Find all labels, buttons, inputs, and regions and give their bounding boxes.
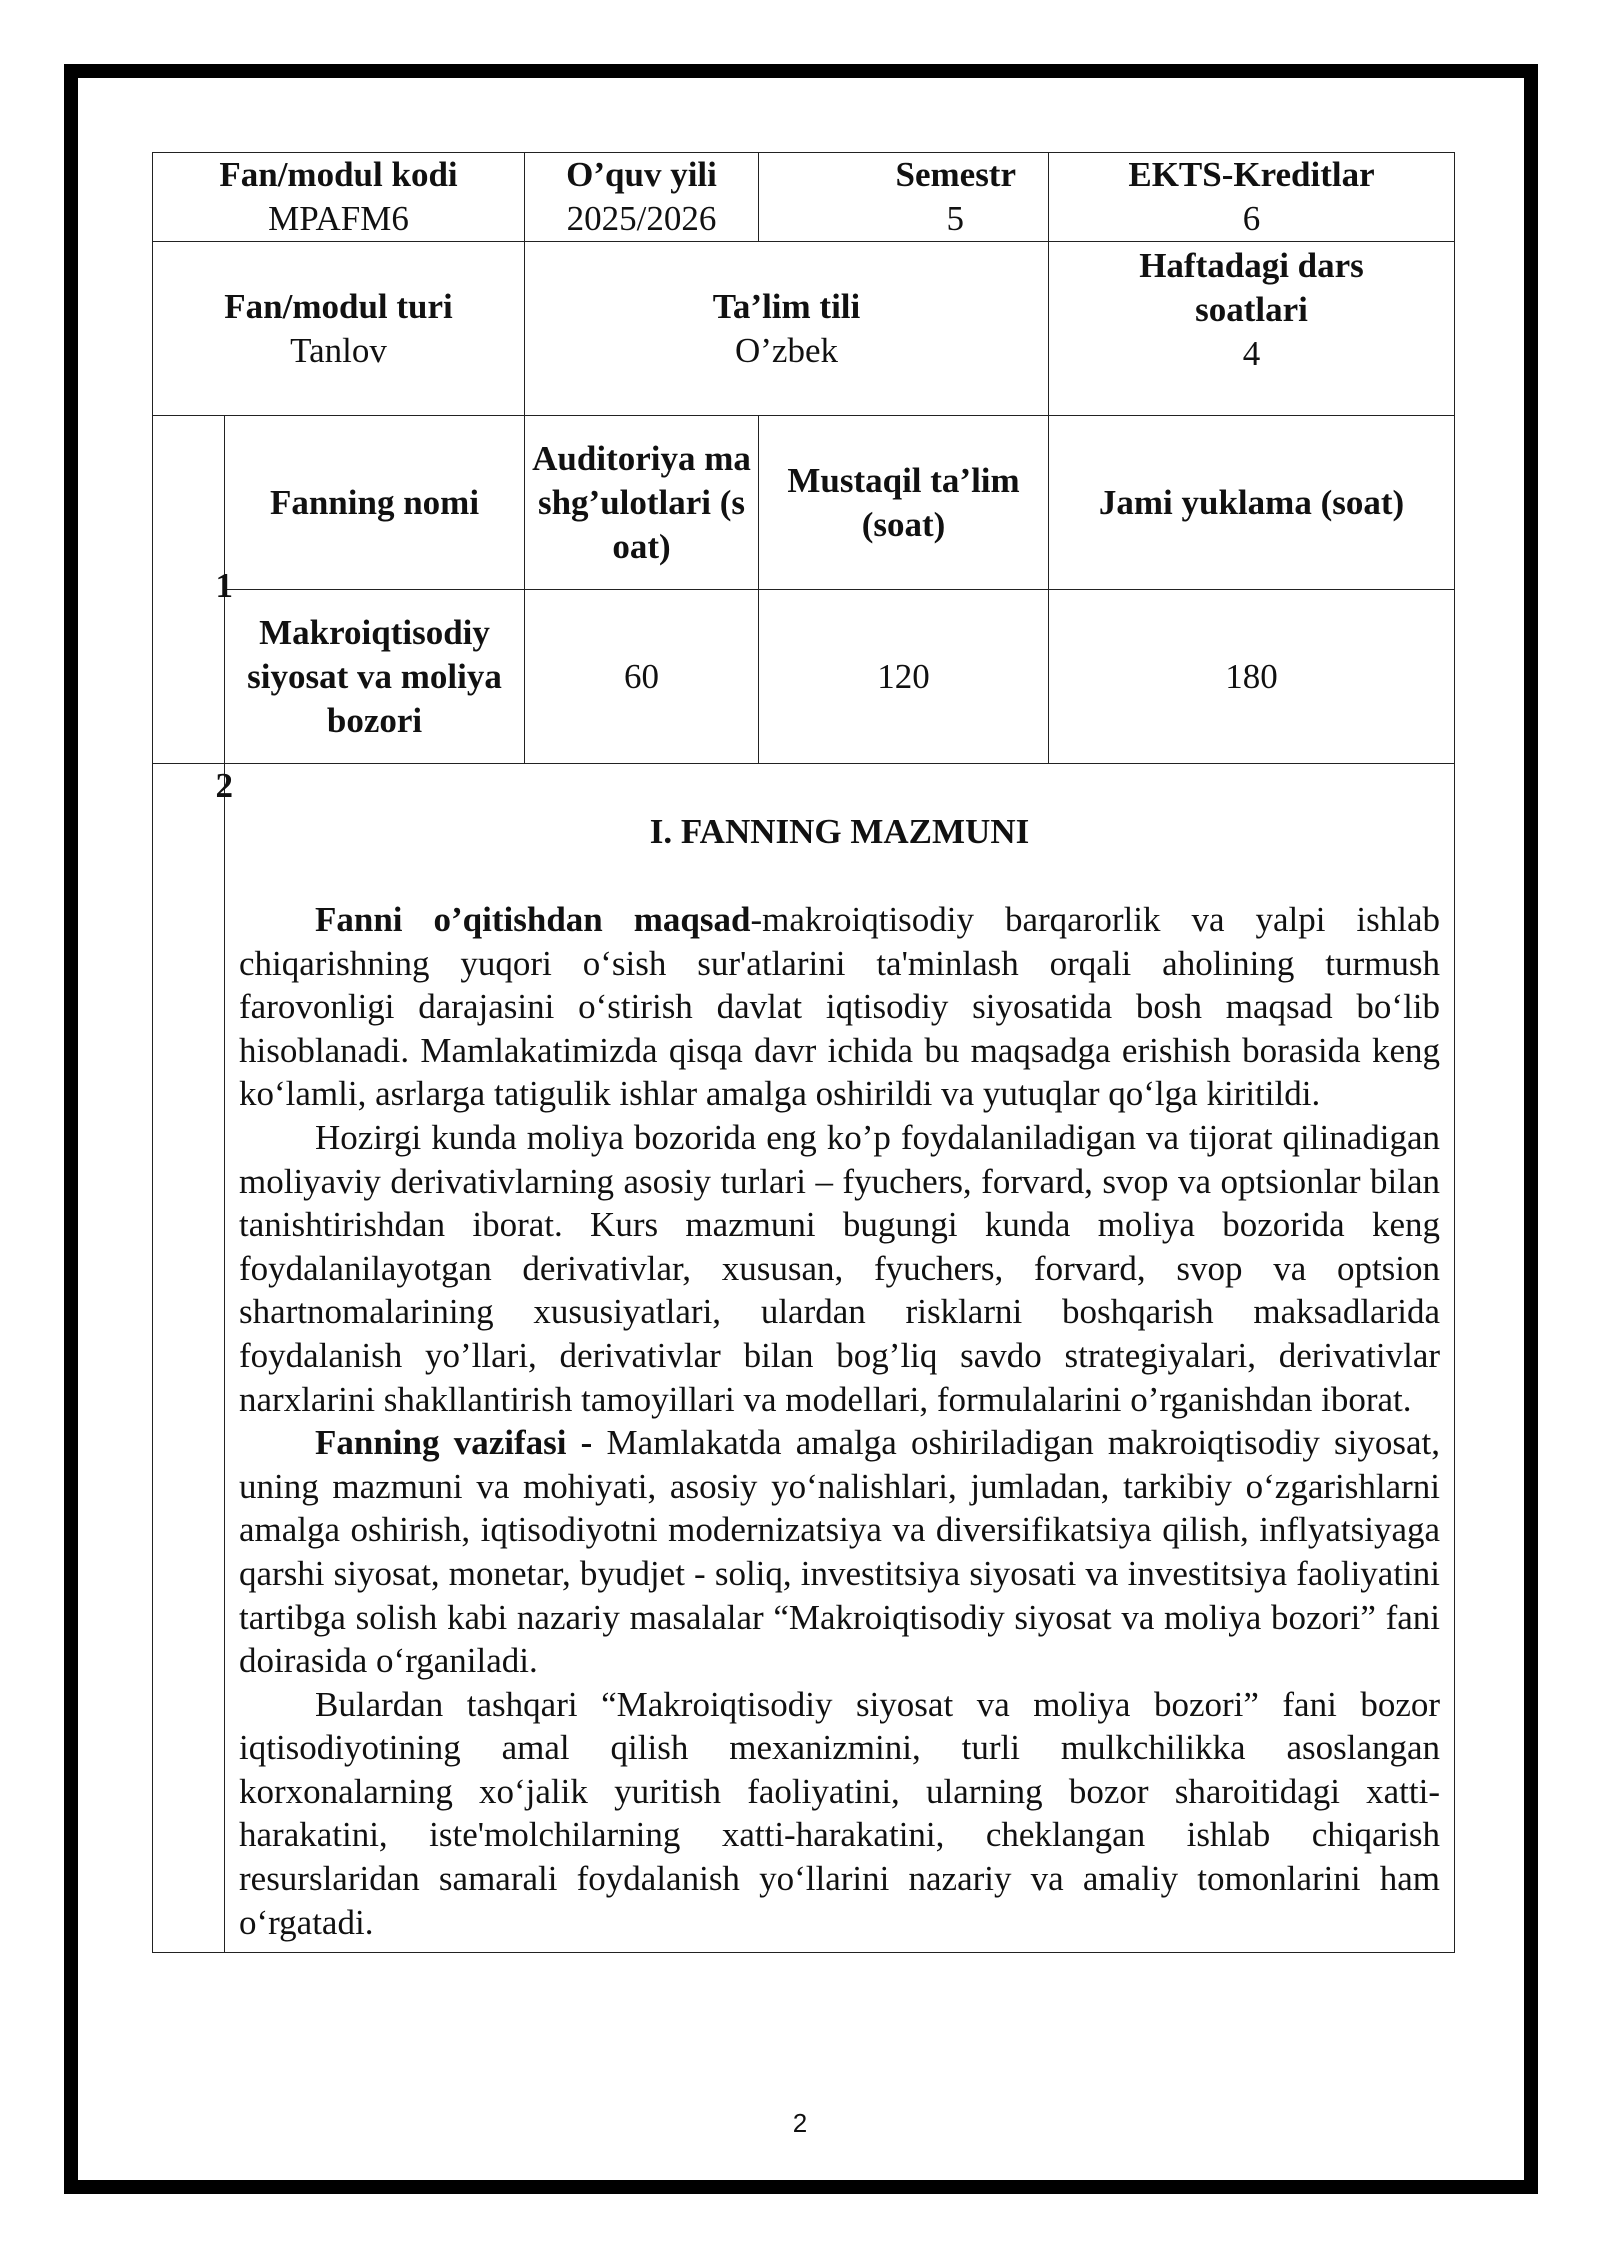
- derivatives-paragraph: Hozirgi kunda moliya bozorida eng ko’p foydalaniladigan va tijorat qilinadigan moliyaviy derivativlarning asosiy turlari – fyuchers, forvard, svop va optsionlar bilan tanishtirishdan iborat. Kurs mazmuni bugungi kunda moliya bozorida keng foydalanilayotgan derivativlar, xususan, fyuchers, forvard, svop va optsion shartnomalarining xususiyatlari, ulardan risklarni boshqarish maksadlarida foydalanish yo’llari, derivativlar bilan bog’liq savdo strategiyalari, derivativlar narxlarini shakllantirish tamoyillari va modellari, formulalarini o’rganishdan iborat.: [239, 1117, 1441, 1419]
- auditorium-hours: 60: [525, 590, 759, 764]
- independent-hours-header: Mustaqil ta’lim (soat): [759, 416, 1049, 590]
- academic-year-label: O’quv yili: [566, 155, 717, 194]
- total-hours: 180: [1049, 590, 1455, 764]
- module-code-cell: [153, 153, 525, 242]
- section-number: 2: [215, 766, 233, 805]
- independent-hours: 120: [759, 590, 1049, 764]
- table-row: [153, 242, 1455, 416]
- module-type-label: Fan/modul turi: [224, 286, 453, 326]
- course-info-table: [152, 152, 1455, 1953]
- section-title: I. FANNING MAZMUNI: [649, 812, 1030, 851]
- weekly-hours-value: 4: [1242, 334, 1261, 373]
- tasks-paragraph: [239, 1421, 1440, 1683]
- tasks-heading: Fanning vazifasi -: [315, 1423, 593, 1463]
- goal-text: -makroiqtisodiy barqarorlik va yalpi ishlab chiqarishning yuqori o‘sish sur'atlarini ta'minlash orqali aholining turmush farovonligi darajasini o‘stirish davlat iqtisodiy siyosatida bosh maqsad bo‘lib hisoblanadi. Mamlakatimizda qisqa davr ichida bu maqsadga erishish borasida keng ko‘lamli, asrlarga tatigulik ishlar amalga oshirildi va yutuqlar qo‘lga kiritildi.: [239, 900, 1441, 1114]
- credits-cell: [1049, 153, 1455, 242]
- language-cell: [525, 242, 1049, 416]
- table-row: [153, 590, 1455, 764]
- section-number: 1: [215, 566, 233, 605]
- table-row: [153, 764, 1455, 1953]
- tasks-text: Mamlakatda amalga oshiriladigan makroiqtisodiy siyosat, uning mazmuni va mohiyati, asosiy yo‘nalishlari, jumladan, tarkibiy o‘zgarishlarni amalga oshirish, iqtisodiyotni modernizatsiya va diversifikatsiya qilish, inflyatsiyaga qarshi siyosat, monetar, byudjet - soliq, investitsiya siyosati va investitsiya faoliyatini tartibga solish kabi nazariy masalalar “Makroiqtisodiy siyosat va moliya bozori” fani doirasida o‘rganiladi.: [239, 1423, 1441, 1681]
- language-label: Ta’lim tili: [712, 286, 861, 326]
- credits-value: 6: [1242, 199, 1261, 238]
- weekly-hours-label: Haftadagi dars soatlari: [1139, 246, 1364, 329]
- module-type-value: Tanlov: [290, 330, 387, 370]
- module-type-cell: [153, 242, 525, 416]
- weekly-hours-cell: [1049, 242, 1455, 416]
- goal-paragraph: [239, 898, 1440, 1116]
- language-value: O’zbek: [735, 330, 839, 370]
- table-row: [153, 416, 1455, 590]
- semester-cell: [759, 153, 1049, 242]
- academic-year-cell: [525, 153, 759, 242]
- table-row: [153, 153, 1455, 242]
- section-number-cell: [153, 764, 233, 1953]
- subject-name: Makroiqtisodiy siyosat va moliya bozori: [225, 590, 525, 764]
- academic-year-value: 2025/2026: [566, 199, 717, 238]
- auditorium-hours-header: Auditoriya mashg’ulotlari (soat): [525, 416, 759, 590]
- page-number: 2: [792, 2108, 808, 2138]
- additional-paragraph: Bulardan tashqari “Makroiqtisodiy siyosat va moliya bozori” fani bozor iqtisodiyotining amal qilish mexanizmini, turli mulkchilikka asoslangan korxonalarning xo‘jalik yuritish faoliyatini, ularning bozor sharoitidagi xatti-harakatini, iste'molchilarning xatti-harakatini, cheklangan ishlab chiqarish resurslaridan samarali foydalanish yo‘llarini nazariy va amaliy tomonlarini ham o‘rgatadi.: [239, 1684, 1441, 1942]
- module-code-label: Fan/modul kodi: [219, 155, 458, 194]
- goal-heading: Fanni o’qitishdan maqsad: [315, 900, 751, 939]
- total-hours-header: Jami yuklama (soat): [1049, 416, 1455, 590]
- section-number-cell: [153, 416, 233, 764]
- subject-name-header: Fanning nomi: [225, 416, 525, 590]
- semester-value: 5: [946, 199, 965, 238]
- module-code-value: MPAFM6: [268, 199, 409, 238]
- semester-label: Semestr: [895, 155, 1017, 194]
- credits-label: EKTS-Kreditlar: [1128, 155, 1375, 194]
- course-content-cell: [225, 764, 1455, 1953]
